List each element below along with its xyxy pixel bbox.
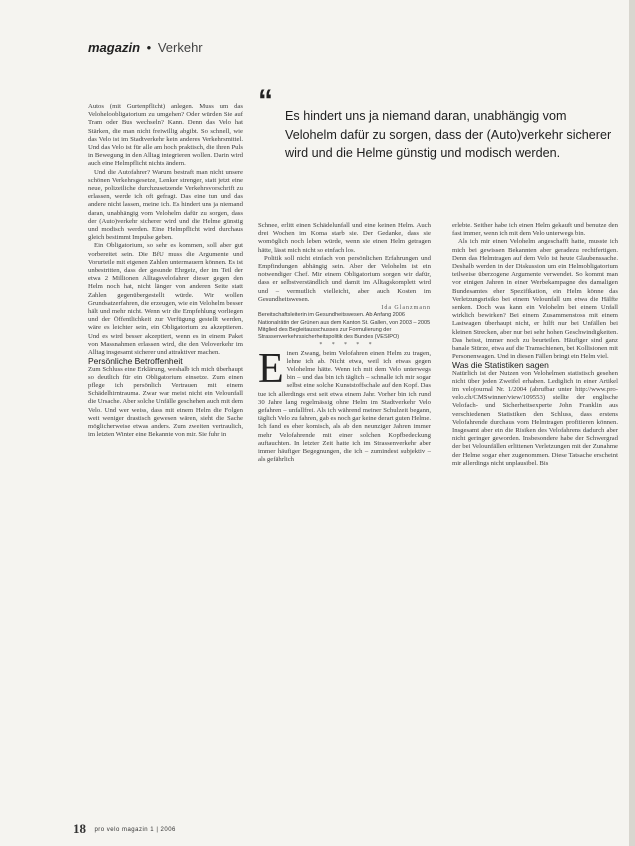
page-footer <box>73 820 176 838</box>
magazine-name: pro velo magazin 1 | 2006 <box>94 827 176 833</box>
paragraph: Als ich mir einen Velohelm angeschafft hatte, musste ich mich bei gewissen Bekannten aber geradezu rechtfertigen. Denn das Helmtragen auf dem Velo ist heute Glaubenssache. Deshalb werden in der Diskussion um ein Helmobligatorium teilweise überzogene Argumente verwendet. So kommt man vor einigen Jahren in einer Werbekampagne des damaligen Bundesamtes eher Spezifikation, ein Helm könne das Verletzungsrisiko bei einem Velounfall um etwa die Hälfte senken. Doch was kann ein Velohelm bei einem Unfall wirklich bewirken? Bei einem Zusammenstoss mit einem Lastwagen überhaupt nicht, er hilft nur bei Unfällen bei kleinen Strecken, aber nur bei sehr hohen Geschwindigkeiten. Das heisst, immer noch zu beurteilen. Häufiger sind ganz banale Stürze, etwa auf die Tramschienen, bei Kollisionen mit Personenwagen. Und in diesen Fällen bringt ein Helm viel. <box>452 238 618 361</box>
column-right <box>452 222 618 468</box>
author-name: Ida Glanzmann <box>381 305 431 312</box>
quote-mark-icon: “ <box>258 84 273 117</box>
section-heading: Was die Statistiken sagen <box>452 360 549 371</box>
divider-stars: * * * * * <box>319 342 376 349</box>
author-bio: Bereitschaftsleiterin im Gesundheitswesen. Ab Anfang 2006 Nationalrätin der Grünen aus dem Kanton St. Gallen, von 2003 – 2005 Mitglied des Begleitausschusses zur Formulierung der Strassenverkehrssicherheitspolitik des Bundes (VESIPO) <box>258 312 431 341</box>
column-middle <box>258 222 431 464</box>
section-heading: Persönliche Betroffenheit <box>88 356 183 367</box>
drop-cap: E <box>258 345 284 392</box>
paragraph: Zum Schluss eine Erklärung, weshalb ich mich überhaupt so deutlich für ein Obligatorium einsetze. Zum einen pflege ich persönlich Vertrauen mit einem Schädelhirntrauma. Zwar war meist nicht ein Velounfall die Ursache. Aber solche Unfälle geschehen auch mit dem Velo. Und wer weiss, dass mit einem Helm die Folgen weit weniger drastisch gewesen wären, sieht die Sache möglicherweise etwas anders. Zum zweiten vertraulich, im letzten Winter eine Bekannte von mir. Sie fuhr in <box>88 365 243 439</box>
pull-quote: Es hindert uns ja niemand daran, unabhängig vom Velohelm dafür zu sorgen, dass der (Auto)verkehr sicherer wird und die Helme günstig und modisch werden. <box>285 109 612 160</box>
paragraph: Und die Autofahrer? Warum bestraft man nicht unsere schönen Verkehrsgesetze, Lenker strenger, statt jetzt eine neue, polizeiliche durchzusetzende Verkehrsvorschrift zu erlassen, werde ich oft gefragt. Das eine tun und das andere nicht lassen, meine ich. Es hindert uns ja niemand daran, unabhängig vom Velohelm dafür zu sorgen, dass der (Auto)verkehr sicherer wird und die Helme günstig und modisch werden. Eine Helmpflicht wird durchaus gleich bestimmt Impulse geben. <box>88 168 243 242</box>
paragraph-dropcap <box>258 345 431 465</box>
section-title: magazin <box>88 40 141 55</box>
column-left <box>88 103 243 439</box>
subsection-title: Verkehr <box>157 40 203 55</box>
section-header <box>88 40 203 55</box>
paragraph: erlebte. Seither habe ich einen Helm gekauft und benutze den fast immer, wenn ich mit dem Velo unterwegs bin. <box>452 222 618 238</box>
paragraph: Ein Obligatorium, so sehr es kommen, soll aber gut vorbereitet sein. Die BfU muss die Argumente und Vorurteile mit eigenen Zahlen untermauern können. Es ist unbestritten, dass der gesunde Ehrgeiz, der im Teil der etwa 2 Millionen Alltagsvelofahrer dieser gegen den Helm noch hat, nicht länger von anderen Seite statt Zahlen gegenübergestellt würde. Wir wollen Grundsatzerfahren, die erzeugen, wie ein Velohelm besser hält und mehr nicht. Wenn wir die Empfehlung vorliegen und der Öffentlichkeit zur Verfügung gestellt werden, wäre es leichter sein, ein Obligatorium zu akzeptieren. Und es wird besser akzeptiert, wenn es in einem Paket von Massnahmen erlassen wird, die den Veloverkehr im Alltag insgesamt sicherer und attraktiver machen. <box>88 242 243 357</box>
paragraph-text: inen Zwang, beim Velofahren einen Helm zu tragen, lehne ich ab. Nicht etwa, weil ich etwas gegen Velohelme hätte. Wenn ich mit dem Velo unterwegs bin – und das bin ich täglich – schnalle ich mir sogar selbst eine solche Kunststoffschale auf den Kopf. Das tue ich allerdings erst seit etwa einem Jahr. Vorher bin ich rund 30 Jahre lang regelmässig ohne Helm im Stadtverkehr Velo gefahren – unfallfrei. Als ich während meiner Schulzeit begann, täglich Velo zu fahren, gab es noch gar keine derart guten Helme. Ich fand es eher komisch, als ab den neunziger Jahren immer mehr Velofahrende mit einer solchen Kopfbedeckung auftauchten. In letzter Zeit hatte ich im Strassenverkehr aber immer häufiger Begegnungen, die ich – zumindest subjektiv – als gefährlich <box>258 349 431 464</box>
header-separator: • <box>146 40 152 55</box>
paragraph: Politik soll nicht einfach von persönlichen Erfahrungen und Empfindungen abhängig sein. Aber der Velohelm ist ein notwendiger Chef. Mir einem Obligatorium sorgen wir dafür, dass er selbstverständlich und damit im Alltagskomplett wird und – vermutlich vielleicht, aber auch Kosten im Gesundheitswesen. <box>258 254 431 303</box>
paragraph: Natürlich ist der Nutzen von Velohelmen statistisch gesehen nicht über jeden Zweifel erhaben. Lediglich in einer Artikel im velojournal Nr. 1/2004 (abrufbar unter http://www.pro-velo.ch/CMSwinner/view/109553) stellte der englische Velofach- und Sicherheitsexperte John Franklin aus verschiedenen Statistiken den Schluss, dass erstens Velofahrende durchaus vom Helmtragen profitieren können. Insgesamt aber ein die Risiken des Velofahrens dadurch aber nicht geringer geworden. Insbesondere habe der Schwergrad der bei Velounfällen erlittenen Verletzungen mit der Zunahme der Helme sogar eher zugenommen. Diese Tatsache erscheint mir allerdings nicht unplausibel. Bis <box>452 369 618 467</box>
paragraph: Autos (mit Gurtenpflicht) anlegen. Muss um das Veloheloobligatorium zu umgehen? Oder würden Sie auf Tram oder Bus wechseln? Kann. Denn das Velo hat Stärken, die man nicht freiwillig abgibt. So schnell, wie das Velo ist im Stadtverkehr kein anderes Verkehrsmittel. Und das Velo ist für alle am hoch praktisch, die ihren Puls in Bewegung in den Alltag integrieren wollen. Darin wird auch eine Helmpflicht nichts ändern. <box>88 103 243 168</box>
paragraph: Schnee, erlitt einen Schädelunfall und eine keinen Helm. Auch drei Wochen im Koma starb sie. Der Gedanke, dass sie womöglich noch leben würde, wenn sie einen Helm getragen hätte, lässt mich nicht so einfach los. <box>258 222 431 254</box>
page-number: 18 <box>73 821 86 836</box>
page-edge <box>629 0 635 846</box>
